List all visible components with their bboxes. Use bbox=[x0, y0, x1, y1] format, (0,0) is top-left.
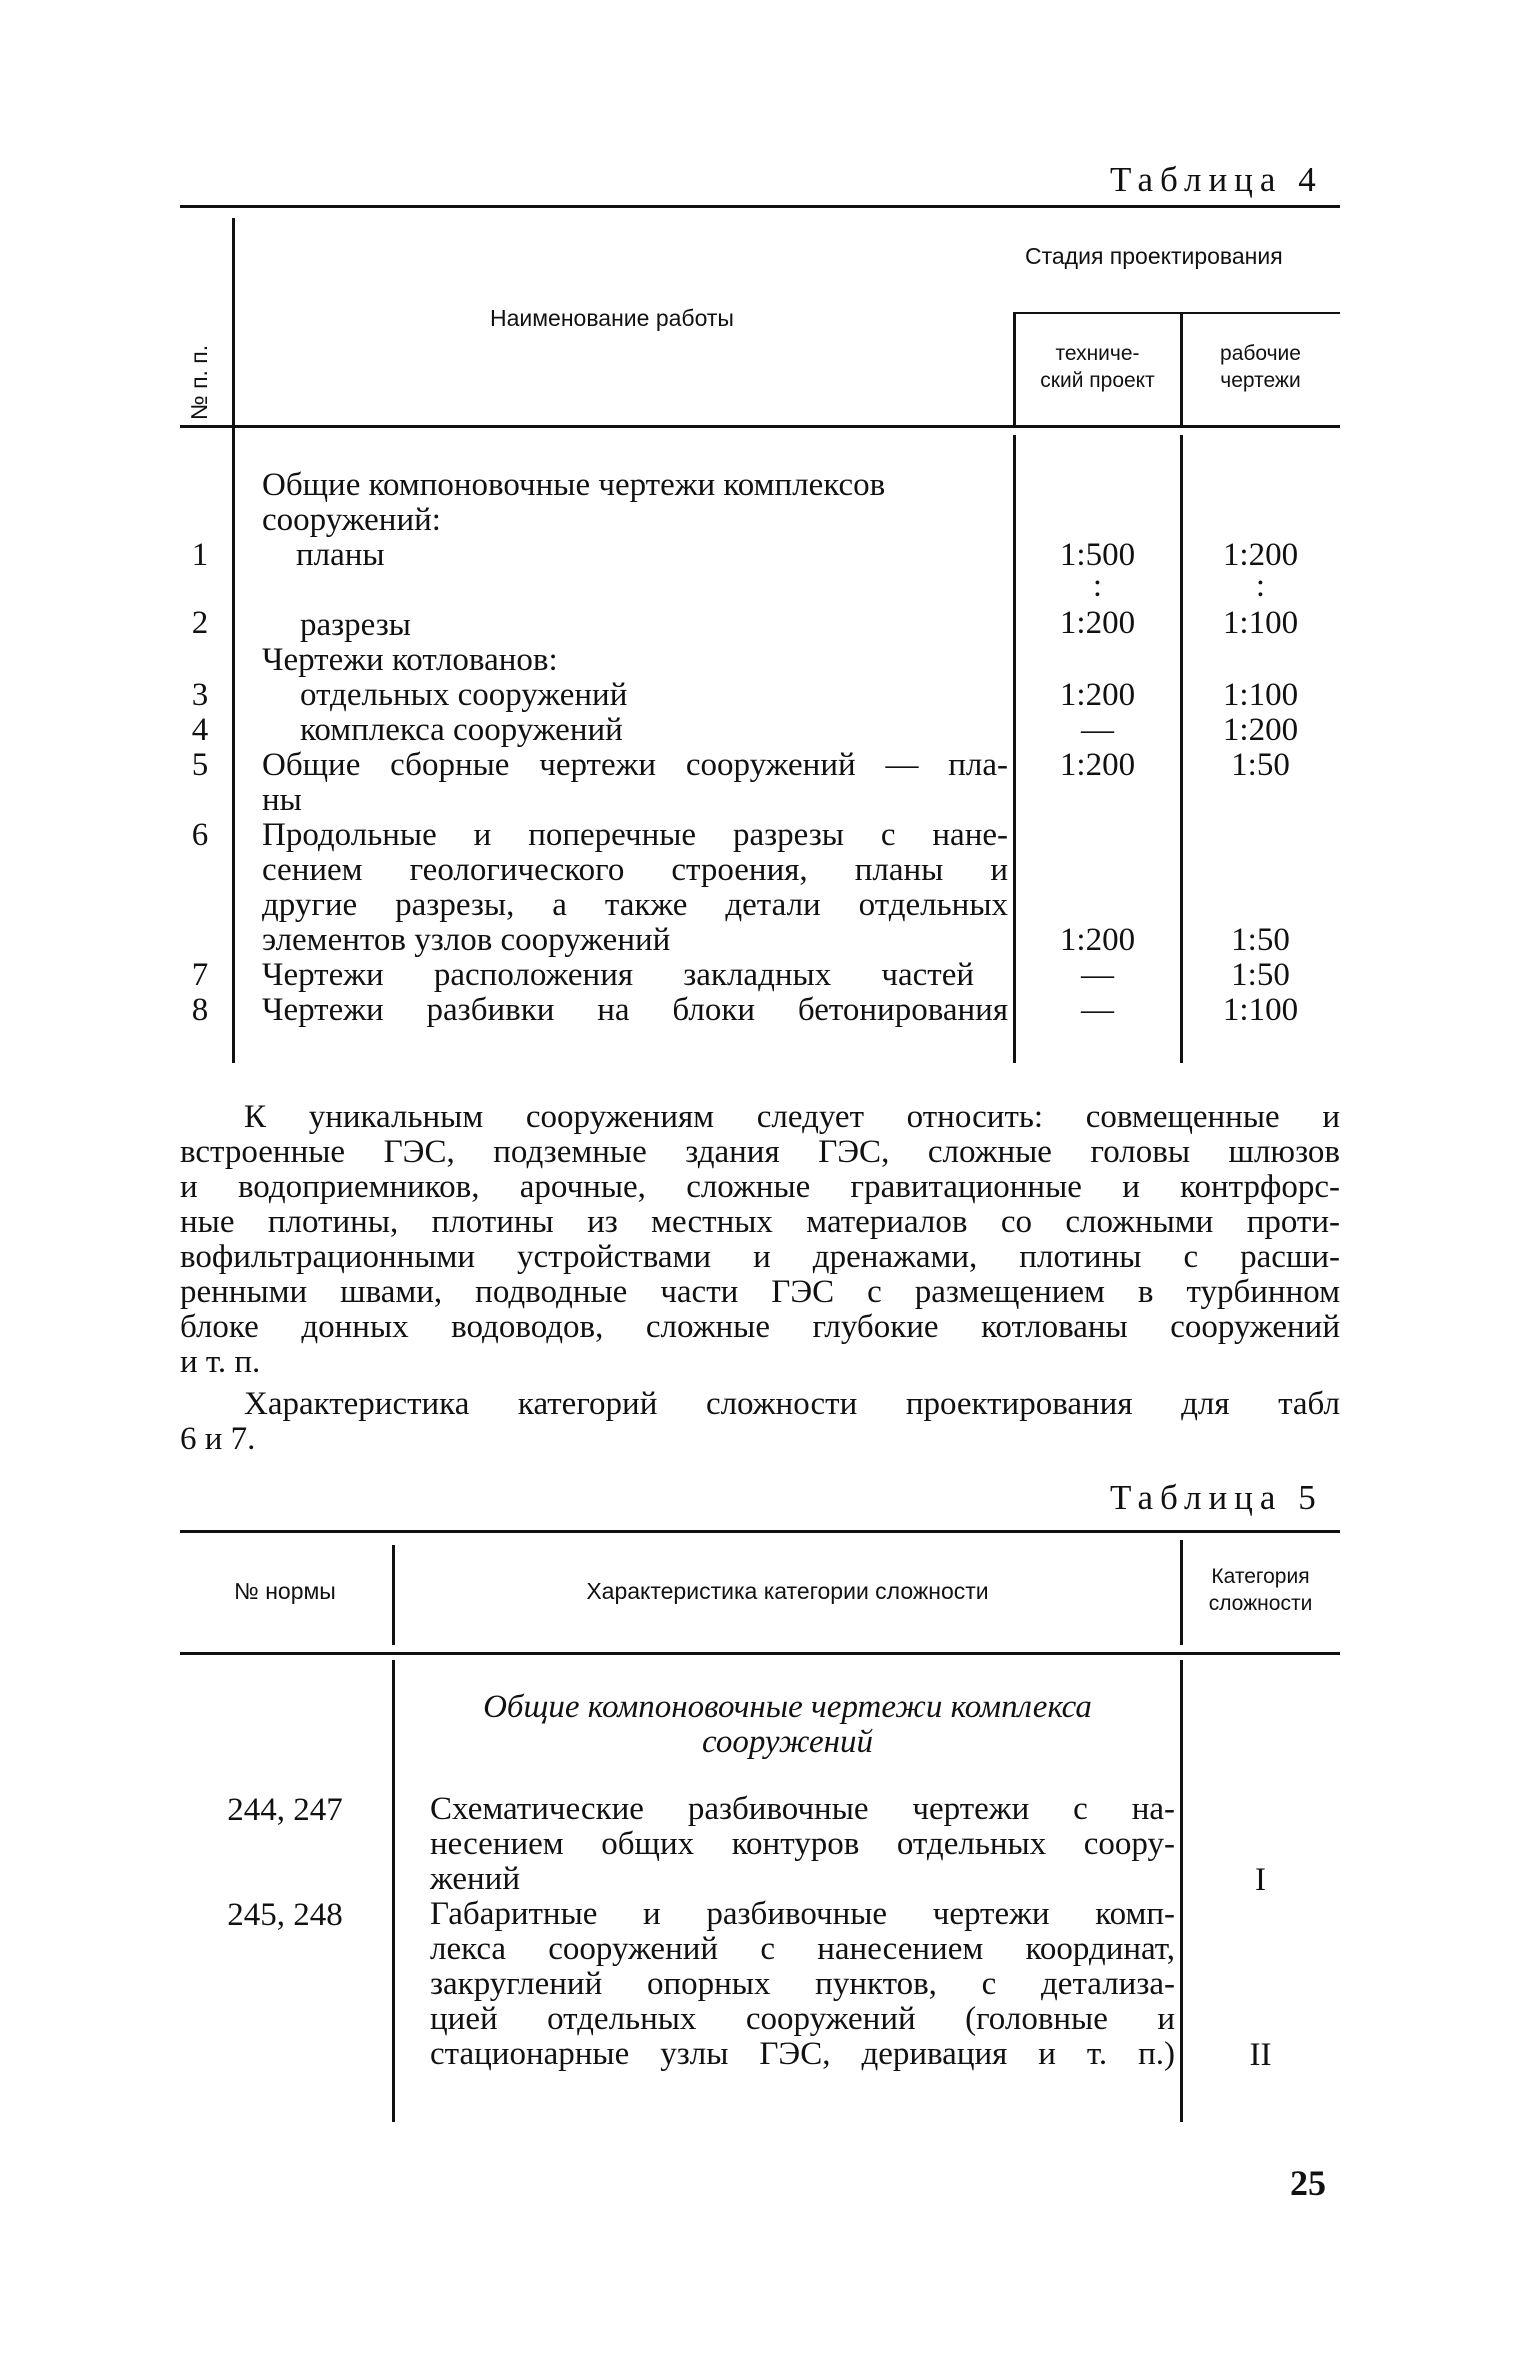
table5-row-category: II bbox=[1249, 2037, 1272, 2073]
table4-number-header: № п. п. bbox=[186, 344, 212, 420]
table4-tech-header-line2: ский проект bbox=[1040, 369, 1155, 392]
table4-row-name: Общие сборные чертежи сооружений — пла- bbox=[262, 747, 1008, 783]
table4-row-name: другие разрезы, а также детали отдельных bbox=[262, 887, 1008, 923]
table4-row-name: планы bbox=[296, 537, 385, 573]
table4-row-num: 2 bbox=[191, 605, 209, 641]
table5-row-category: I bbox=[1255, 1862, 1266, 1898]
paragraph-line: и водоприемников, арочные, сложные гравитационные и контрфорс- bbox=[180, 1169, 1340, 1205]
table4-row-tech: 1:200 bbox=[1059, 922, 1136, 958]
paragraph-line: блоке донных водоводов, сложные глубокие котлованы сооружений bbox=[180, 1309, 1340, 1345]
body-paragraph-1 bbox=[180, 1100, 1340, 1380]
table5-row-norm: 244, 247 bbox=[227, 1792, 343, 1828]
table5-row-line: Габаритные и разбивочные чертежи комп- bbox=[430, 1896, 1175, 1932]
table5-norm-header: № нормы bbox=[234, 1578, 336, 1604]
table5-cat-header bbox=[1183, 1563, 1338, 1617]
table4-top-rule bbox=[180, 205, 1340, 208]
table4-row-num: 4 bbox=[191, 712, 209, 748]
table4-row-name: Чертежи разбивки на блоки бетонирования bbox=[262, 992, 1008, 1028]
table4-row-tech: 1:200 bbox=[1059, 747, 1136, 783]
table4-row-name: Чертежи котлованов: bbox=[262, 642, 558, 678]
table4-title: Таблица 4 bbox=[1110, 160, 1323, 199]
table4-row-name: сооружений: bbox=[262, 502, 441, 538]
table4-tech-header-line1: техниче- bbox=[1055, 342, 1140, 365]
table4-row-num: 3 bbox=[191, 677, 209, 713]
table4-row-name: Общие компоновочные чертежи комплексов bbox=[262, 467, 886, 503]
paragraph-line: встроенные ГЭС, подземные здания ГЭС, сложные головы шлюзов bbox=[180, 1134, 1340, 1170]
paragraph-line: 6 и 7. bbox=[180, 1421, 256, 1457]
table4-row-name: сением геологического строения, планы и bbox=[262, 852, 1008, 888]
table4-row-name: разрезы bbox=[300, 607, 411, 643]
table4-col1-line bbox=[232, 218, 235, 1063]
table5-row-text bbox=[430, 1897, 1175, 2072]
table4-row-work: 1:50 bbox=[1231, 922, 1290, 958]
table4-row-tech: — bbox=[1081, 712, 1114, 748]
table4-row-work: 1:50 bbox=[1231, 957, 1290, 993]
table4-row-tech: 1:200 bbox=[1059, 677, 1136, 713]
table4-row-name: комплекса сооружений bbox=[300, 712, 623, 748]
table4-work-header bbox=[1183, 340, 1338, 394]
table4-row-name: отдельных сооружений bbox=[300, 677, 628, 713]
table4-row-num: 6 bbox=[191, 817, 209, 853]
page-number: 25 bbox=[1290, 2163, 1326, 2203]
table4-row-work: 1:200 bbox=[1222, 712, 1299, 748]
table5-row-line: стационарные узлы ГЭС, деривация и т. п.) bbox=[430, 2036, 1175, 2072]
table4-row-name: элементов узлов сооружений bbox=[262, 922, 671, 958]
paragraph-line: К уникальным сооружениям следует относить: совмещенные и bbox=[244, 1099, 1340, 1135]
table5-cat-header-line2: сложности bbox=[1208, 1592, 1313, 1615]
table4-row-num: 7 bbox=[191, 957, 209, 993]
table4-row-tech: 1:500 bbox=[1059, 537, 1136, 573]
section-title-line: Общие компоновочные чертежи комплекса bbox=[483, 1689, 1092, 1725]
table4-name-header: Наименование работы bbox=[490, 305, 734, 331]
table5-row-line: несением общих контуров отдельных соору- bbox=[430, 1826, 1175, 1862]
paragraph-line: Характеристика категорий сложности проектирования для табл bbox=[244, 1386, 1340, 1422]
table4-row-name: ны bbox=[262, 782, 302, 818]
table5-row-line: жений bbox=[430, 1861, 520, 1897]
table4-work-header-line2: чертежи bbox=[1220, 369, 1301, 392]
table5-row-text bbox=[430, 1792, 1175, 1897]
section-title-line: сооружений bbox=[702, 1724, 873, 1760]
table4-work-header-line1: рабочие bbox=[1220, 342, 1301, 365]
table4-row-work: 1:200 bbox=[1222, 537, 1299, 573]
body-paragraph-2 bbox=[180, 1387, 1340, 1457]
table5-row-line: закруглений опорных пунктов, с детализа- bbox=[430, 1966, 1175, 2002]
table5-header-rule bbox=[180, 1652, 1340, 1655]
table4-row-tech: : bbox=[1092, 568, 1103, 604]
paragraph-line: ные плотины, плотины из местных материалов со сложными проти- bbox=[180, 1204, 1340, 1240]
table5-char-header: Характеристика категории сложности bbox=[586, 1578, 989, 1604]
table4-row-num: 8 bbox=[191, 992, 209, 1028]
table5-row-norm: 245, 248 bbox=[227, 1897, 343, 1933]
table5-section-title bbox=[395, 1690, 1180, 1760]
table4-row-work: 1:100 bbox=[1222, 992, 1299, 1028]
table5-row-line: лекса сооружений с нанесением координат, bbox=[430, 1931, 1175, 1967]
table4-row-num: 1 bbox=[191, 537, 209, 573]
table4-stage-rule bbox=[1015, 312, 1340, 314]
table4-row-work: : bbox=[1255, 568, 1266, 604]
table5-title: Таблица 5 bbox=[1110, 1478, 1323, 1517]
table4-row-tech: — bbox=[1081, 992, 1114, 1028]
table4-header-rule bbox=[180, 425, 1340, 428]
paragraph-line: и т. п. bbox=[180, 1344, 261, 1380]
table5-row-line: Схематические разбивочные чертежи с на- bbox=[430, 1791, 1175, 1827]
table5-top-rule bbox=[180, 1530, 1340, 1533]
table4-row-work: 1:100 bbox=[1222, 677, 1299, 713]
table4-row-tech: — bbox=[1081, 957, 1114, 993]
table4-stage-header: Стадия проектирования bbox=[1025, 243, 1283, 269]
paragraph-line: ренными швами, подводные части ГЭС с размещением в турбинном bbox=[180, 1274, 1340, 1310]
table4-row-tech: 1:200 bbox=[1059, 605, 1136, 641]
table4-row-name: Чертежи расположения закладных частей bbox=[262, 957, 974, 993]
paragraph-line: вофильтрационными устройствами и дренажами, плотины с расши- bbox=[180, 1239, 1340, 1275]
table5-row-line: цией отдельных сооружений (головные и bbox=[430, 2001, 1175, 2037]
table4-tech-header bbox=[1015, 340, 1180, 394]
table4-row-work: 1:50 bbox=[1231, 747, 1290, 783]
table4-row-num: 5 bbox=[191, 747, 209, 783]
table5-cat-header-line1: Категория bbox=[1211, 1565, 1310, 1588]
table4-row-name: Продольные и поперечные разрезы с нане- bbox=[262, 817, 1008, 853]
table4-row-work: 1:100 bbox=[1222, 605, 1299, 641]
